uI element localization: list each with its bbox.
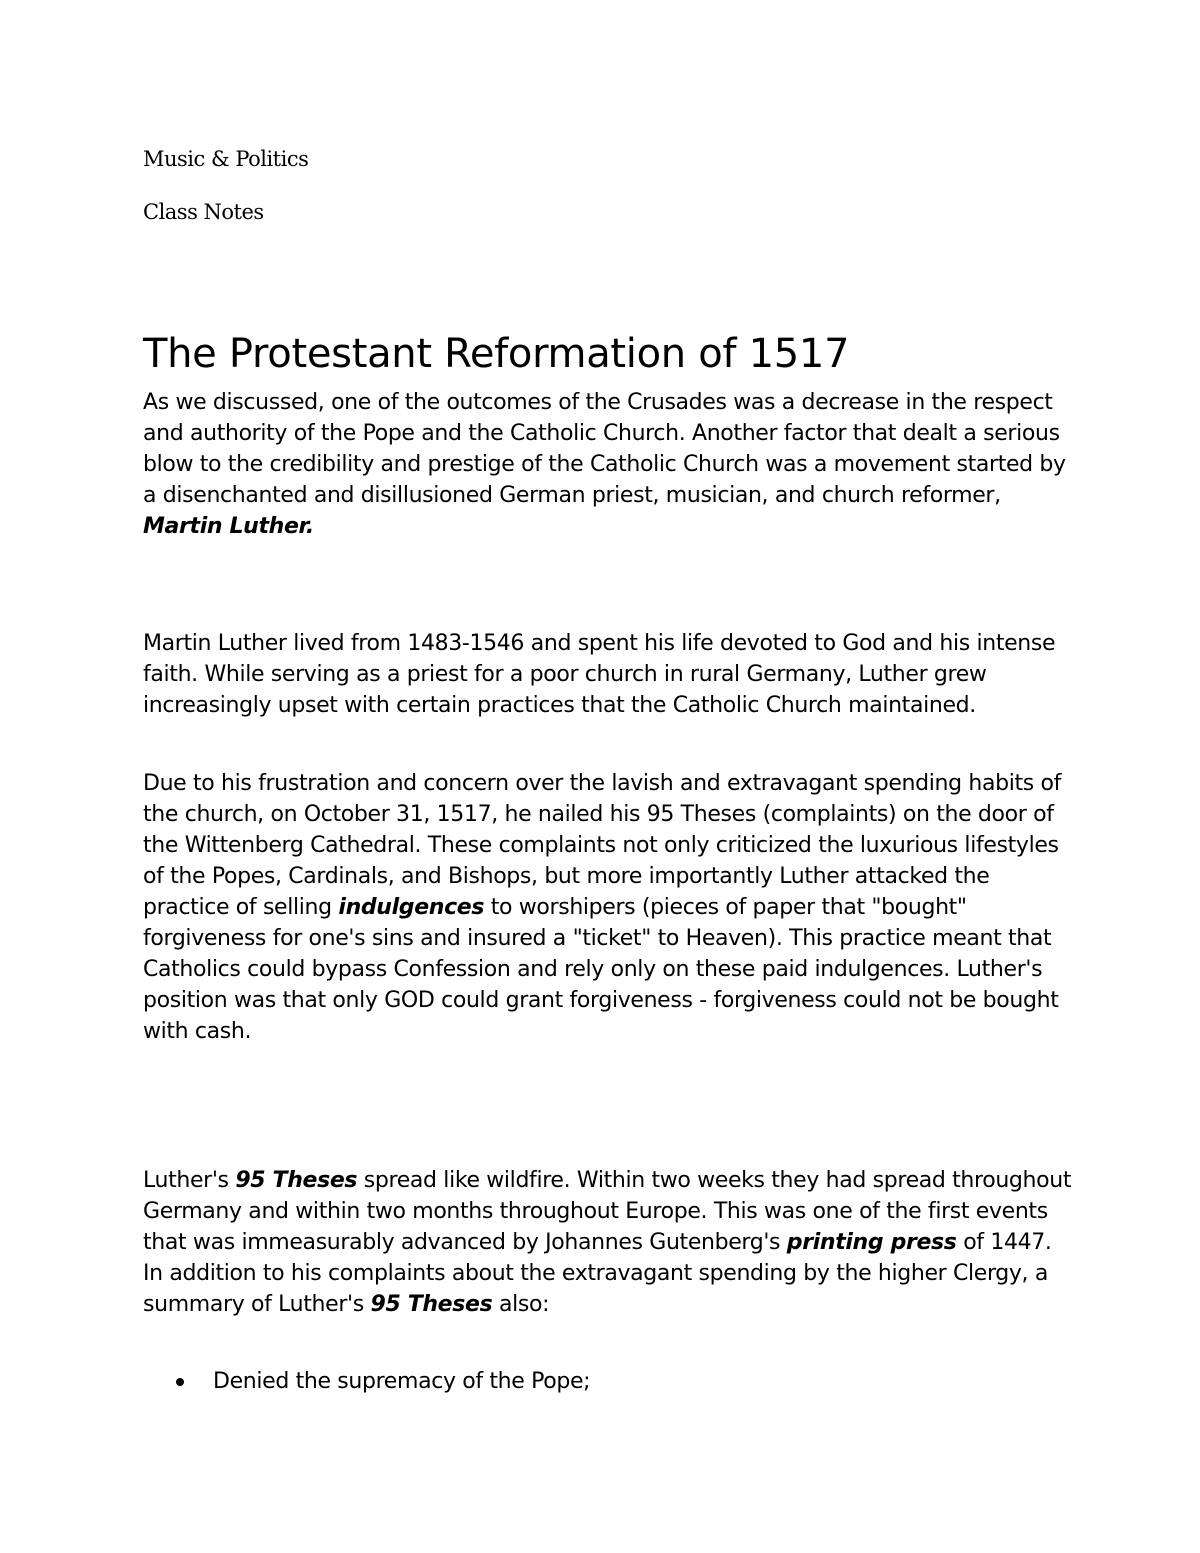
summary-list [143,1366,590,1397]
bullet-icon [176,1378,184,1386]
paragraph-text: also: [492,1292,550,1317]
paragraph-luther-life [143,628,1073,721]
paragraph-text: Due to his frustration and concern over the lavish and extravagant spending habits of the church, on October 31, 1517, he nailed his 95 Theses (complaints) on the door of the Wittenberg Cathedral. These complaints not only criticized the luxurious lifestyles of the Popes, Cardinals, and Bishops, but more importantly Luther attacked the practice of selling [143,771,1062,920]
emphasis-95-theses: 95 Theses [370,1292,493,1317]
paragraph-text: Martin Luther lived from 1483-1546 and spent his life devoted to God and his intense faith. While serving as a priest for a poor church in rural Germany, Luther grew increasingly upset with certain practices that the Catholic Church maintained. [143,631,1056,718]
paragraph-text: Luther's [143,1168,236,1193]
list-item-text: Denied the supremacy of the Pope; [213,1369,591,1394]
emphasis-printing-press: printing press [786,1230,957,1255]
paragraph-text: to worshipers (pieces of paper that "bought" forgiveness for one's sins and insured a "ticket" to Heaven). This practice meant that Catholics could bypass Confession and rely only on these paid indulgences. Luther's position was that only GOD could grant forgiveness - forgiveness could not be bought with cash. [143,895,1059,1044]
emphasis-95-theses: 95 Theses [235,1168,358,1193]
course-name: Music & Politics [143,147,309,171]
paragraph-text: of 1447. In addition to his complaints about the extravagant spending by the higher Clergy, a summary of Luther's [143,1230,1052,1317]
paragraph-intro [143,387,1073,542]
paragraph-spread [143,1165,1073,1320]
page-title: The Protestant Reformation of 1517 [143,331,850,377]
paragraph-95-theses [143,768,1073,1047]
document-type: Class Notes [143,200,264,224]
list-item [143,1366,590,1397]
paragraph-text: spread like wildfire. Within two weeks they had spread throughout Germany and within two months throughout Europe. This was one of the first events that was immeasurably advanced by Johannes Gutenberg's [143,1168,1072,1255]
emphasis-indulgences: indulgences [338,895,485,920]
paragraph-text: As we discussed, one of the outcomes of the Crusades was a decrease in the respect and authority of the Pope and the Catholic Church. Another factor that dealt a serious blow to the credibility and prestige of the Catholic Church was a movement started by a disenchanted and disillusioned German priest, musician, and church reformer, [143,390,1066,508]
emphasis-martin-luther: Martin Luther. [143,514,314,539]
